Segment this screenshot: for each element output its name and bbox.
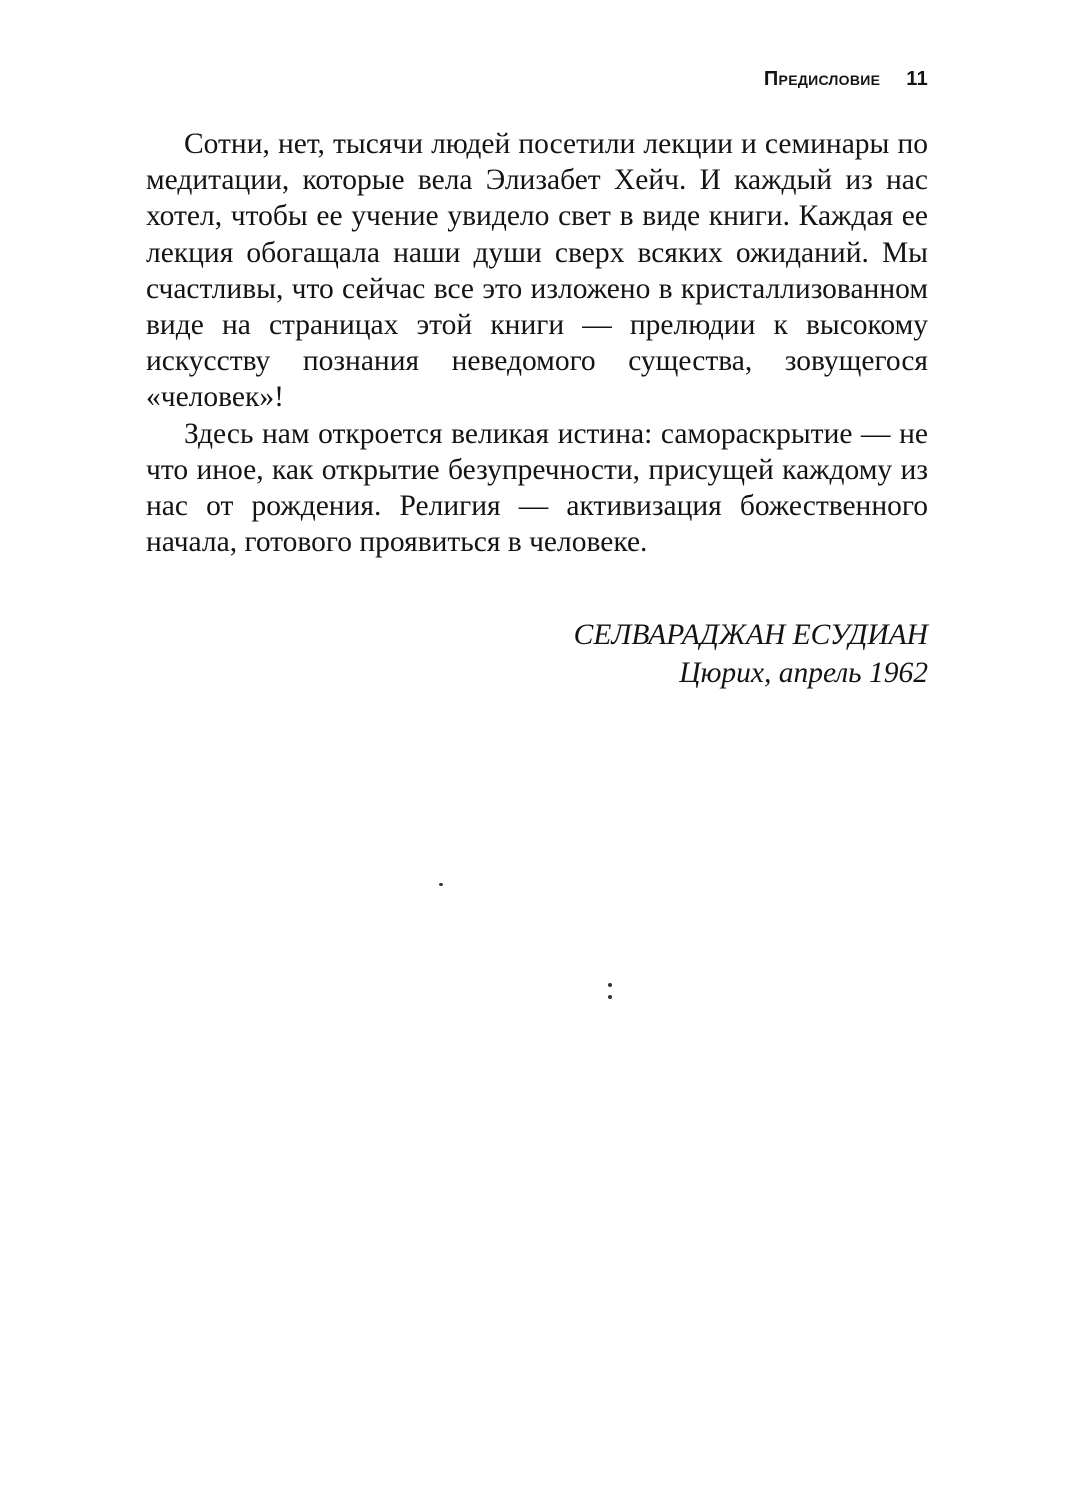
scan-speck <box>608 995 612 999</box>
scan-speck <box>439 883 443 886</box>
signature-place-date: Цюрих, апрель 1962 <box>679 657 928 689</box>
section-title: Предисловие <box>763 68 881 90</box>
running-head <box>560 68 928 91</box>
page-number: 11 <box>906 68 928 90</box>
signature-author: СЕЛВАРАДЖАН ЕСУДИАН <box>573 619 928 651</box>
paragraph-1: Сотни, нет, тысячи людей посетили лекции и семинары по медитации, которые вела Элизабет Хейч. И каждый из нас хотел, чтобы ее учение увидело свет в виде книги. Каждая ее лекция обогащала наши души сверх всяких ожиданий. Мы счастливы, что сейчас все это изложено в кристаллизованном виде на страницах этой книги — прелюдии к высокому искусству познания неведомого существа, зовущегося «человек»! <box>146 128 928 414</box>
paragraph-2: Здесь нам откроется великая истина: самораскрытие — не что иное, как открытие безупречности, присущей каждому из нас от рождения. Религия — активизация божественного начала, готового проявиться в человеке. <box>146 417 928 559</box>
signature-block <box>500 616 928 692</box>
scan-speck <box>608 983 612 987</box>
body-text <box>146 126 928 560</box>
